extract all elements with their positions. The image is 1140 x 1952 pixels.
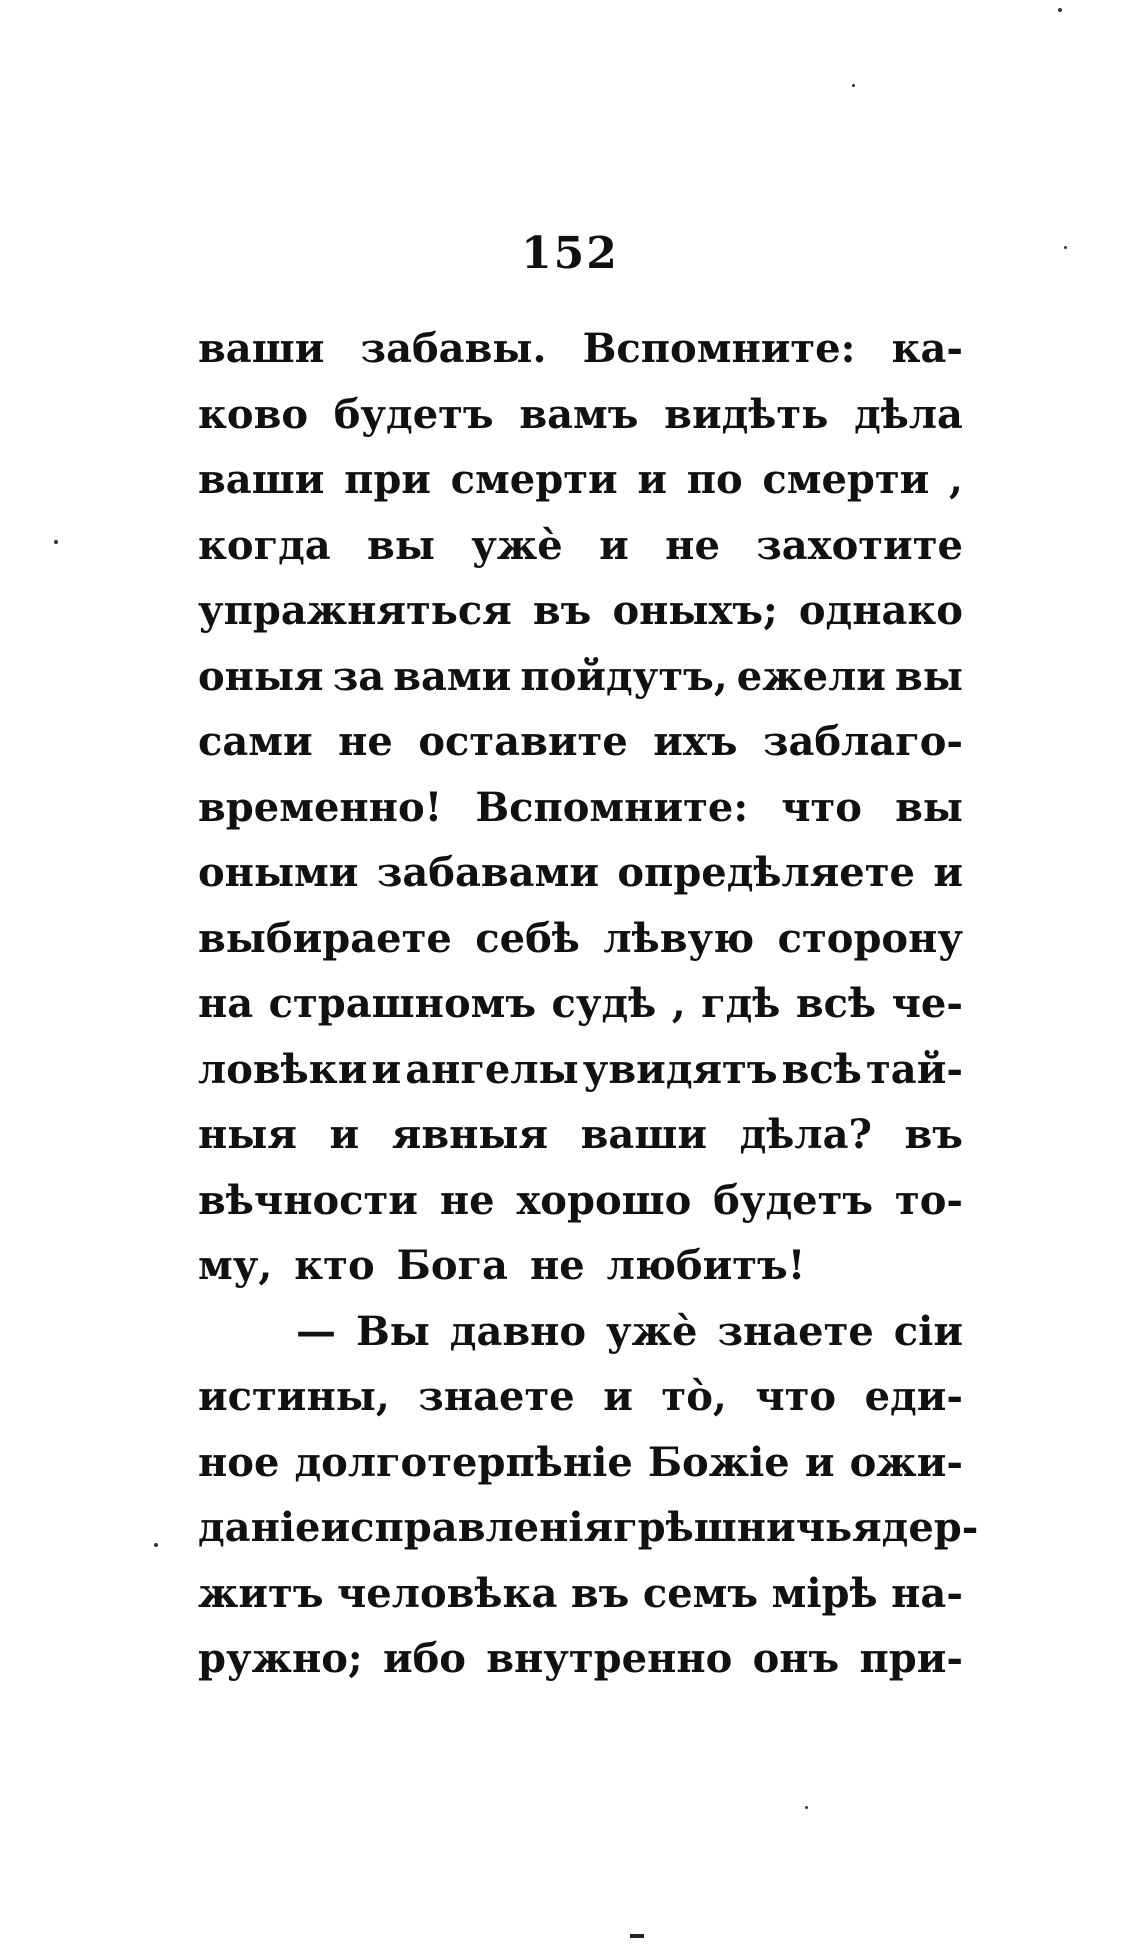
body-text — [198, 316, 979, 1692]
word: внутренно — [486, 1635, 733, 1682]
word: и — [329, 1111, 360, 1158]
word: пойдутъ, — [520, 652, 728, 700]
word: семъ — [642, 1569, 759, 1617]
word: оставите — [418, 718, 628, 765]
text-line — [198, 840, 963, 906]
word: Вспомните: — [582, 325, 856, 372]
word: , — [671, 980, 686, 1027]
word: и — [603, 1373, 633, 1420]
word: заблаго- — [762, 718, 963, 765]
word: при- — [859, 1635, 963, 1682]
word: временно! — [198, 783, 443, 831]
word: ловѣки — [198, 1045, 368, 1093]
word: ужè — [471, 521, 563, 569]
word: му, — [198, 1242, 273, 1289]
text-line — [198, 775, 963, 841]
word: и — [637, 456, 668, 503]
text-line — [198, 578, 963, 644]
word: вѣчности — [198, 1176, 418, 1224]
word: то- — [894, 1176, 963, 1224]
print-speck — [1064, 246, 1067, 249]
word: ибо — [382, 1635, 466, 1682]
word: грѣшничья — [613, 1504, 882, 1551]
word: однако — [798, 587, 963, 634]
word: ихъ — [653, 718, 738, 765]
word: не — [665, 521, 720, 569]
word: будетъ — [333, 390, 494, 438]
word: исправленія — [320, 1504, 614, 1551]
word: сами — [198, 718, 313, 765]
word: ужè — [606, 1307, 698, 1355]
text-line — [198, 1102, 963, 1168]
word: ваши — [198, 325, 325, 372]
word: ныя — [198, 1111, 297, 1158]
text-line — [198, 382, 963, 448]
text-line — [198, 1626, 963, 1692]
text-line — [198, 906, 963, 972]
word: что — [781, 783, 862, 831]
word: видѣть — [664, 390, 829, 438]
word: будетъ — [713, 1176, 874, 1224]
word: на — [198, 980, 254, 1027]
word: дѣла — [854, 390, 963, 438]
page-number: 152 — [521, 228, 619, 279]
text-line — [198, 1168, 963, 1234]
text-line — [198, 1430, 963, 1496]
word: забавами — [376, 849, 599, 896]
word: не — [529, 1242, 585, 1289]
word: не — [338, 718, 393, 765]
word: знаете — [717, 1307, 874, 1355]
word: въ — [904, 1111, 963, 1158]
word: ваши — [198, 456, 325, 503]
word: ное — [198, 1438, 280, 1486]
text-line — [198, 971, 963, 1037]
word: любитъ! — [606, 1242, 806, 1289]
print-speck — [154, 1543, 158, 1547]
text-line — [198, 513, 963, 579]
word: ожи- — [849, 1438, 963, 1486]
word: ангелы — [405, 1045, 579, 1093]
word: увидятъ — [582, 1045, 778, 1093]
word: Бога — [396, 1242, 508, 1289]
word: — — [296, 1307, 336, 1355]
word: сіи — [893, 1307, 963, 1355]
word: житъ — [198, 1569, 324, 1617]
word: тай- — [866, 1045, 963, 1093]
word: давно — [449, 1307, 587, 1355]
print-speck — [852, 84, 855, 87]
word: не — [439, 1176, 495, 1224]
word: явныя — [391, 1111, 549, 1158]
word: даніе — [198, 1504, 321, 1551]
word: Божіе — [647, 1438, 790, 1486]
word: , — [949, 456, 963, 503]
word: хорошо — [516, 1176, 692, 1224]
word: судѣ — [551, 980, 657, 1027]
word: ваши — [580, 1111, 707, 1158]
word: оными — [198, 849, 359, 896]
word: вы — [895, 652, 963, 700]
word: по — [686, 456, 743, 503]
word: истины, — [198, 1373, 390, 1420]
word: ружно; — [198, 1635, 363, 1682]
word: знаете — [418, 1373, 575, 1420]
word: ка- — [891, 325, 963, 372]
word: когда — [198, 521, 331, 569]
word: страшномъ — [268, 980, 537, 1027]
print-speck — [805, 1806, 808, 1809]
word: оныя — [198, 652, 324, 700]
text-line — [198, 1561, 963, 1627]
word: въ — [570, 1569, 630, 1617]
text-line — [198, 1495, 979, 1561]
word: при — [344, 456, 431, 503]
word: что — [755, 1373, 837, 1420]
word: Вспомните: — [475, 783, 749, 831]
text-line — [198, 709, 963, 775]
word: вы — [367, 521, 435, 569]
word: смерти — [450, 456, 618, 503]
word: въ — [532, 587, 592, 634]
word: забавы. — [360, 325, 547, 372]
word: и — [933, 849, 963, 896]
word: за — [332, 652, 385, 700]
word: упражняться — [198, 587, 512, 634]
word: тò, — [661, 1373, 727, 1420]
word: всѣ — [781, 1045, 862, 1093]
word: вами — [393, 652, 512, 700]
word: себѣ — [475, 914, 580, 962]
word: всѣ — [795, 980, 877, 1027]
word: оныхъ; — [612, 587, 778, 634]
text-line — [198, 1233, 963, 1299]
word: долготерпѣніе — [294, 1438, 633, 1486]
print-speck — [1058, 8, 1062, 12]
word: ежели — [736, 652, 886, 700]
word: кто — [294, 1242, 375, 1289]
word: и — [804, 1438, 835, 1486]
word: онъ — [752, 1635, 840, 1682]
word: гдѣ — [701, 980, 781, 1027]
word: Вы — [355, 1307, 430, 1355]
print-mark — [630, 1934, 644, 1938]
word: и — [599, 521, 629, 569]
text-line — [198, 447, 963, 513]
word: че- — [891, 980, 963, 1027]
word: опредѣляете — [617, 849, 915, 896]
word: захотите — [756, 521, 963, 569]
word: вы — [895, 783, 963, 831]
word: еди- — [864, 1373, 963, 1420]
word: смерти — [762, 456, 930, 503]
word: дѣла? — [739, 1111, 872, 1158]
word: на- — [891, 1569, 963, 1617]
print-speck — [54, 540, 58, 544]
word: человѣка — [337, 1569, 558, 1617]
text-line — [198, 1364, 963, 1430]
text-line — [198, 1037, 963, 1103]
word: сторону — [777, 914, 963, 962]
word: вамъ — [519, 390, 639, 438]
word: ково — [198, 390, 309, 438]
word: дер- — [881, 1504, 979, 1551]
text-line — [198, 1299, 963, 1365]
text-line — [198, 644, 963, 710]
word: мірѣ — [771, 1569, 878, 1617]
word: и — [371, 1045, 402, 1093]
text-line — [198, 316, 963, 382]
word: лѣвую — [603, 914, 755, 962]
word: выбираете — [198, 914, 452, 962]
